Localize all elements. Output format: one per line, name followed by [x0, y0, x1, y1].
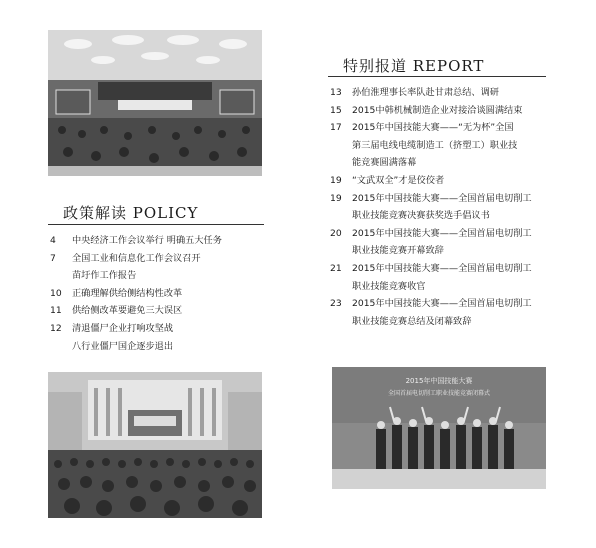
conference-hall-photo [48, 30, 262, 176]
toc-entry [50, 232, 270, 250]
toc-page-number: 10 [50, 287, 62, 299]
policy-rule [48, 224, 264, 225]
toc-entry [50, 302, 270, 320]
award-banner-line2: 全国首届电切削工职业技能竞赛闭幕式 [387, 390, 491, 397]
toc-page-number: 19 [330, 174, 342, 186]
award-banner-line1: 2015年中国技能大赛 [405, 377, 473, 385]
toc-entry-title: 职业技能竞赛开幕致辞 [352, 245, 444, 257]
toc-entry [50, 250, 270, 285]
assembly-building-photo [48, 372, 262, 518]
toc-entry-title: 2015年中国技能大赛——全国首届电切削工 [352, 298, 532, 310]
toc-page-number: 11 [50, 305, 62, 317]
toc-entry [50, 320, 270, 355]
toc-entry [330, 84, 570, 102]
report-rule [328, 76, 546, 77]
toc-entry-title: 全国工业和信息化工作会议召开 [72, 252, 201, 264]
toc-entry-title: 正确理解供给侧结构性改革 [72, 287, 183, 299]
policy-section-title: 政策解读 POLICY [63, 204, 199, 222]
toc-page-number: 7 [50, 252, 56, 264]
toc-entry-title: 2015年中国技能大赛——“无为杯”全国 [352, 122, 514, 134]
toc-entry-title: 2015年中国技能大赛——全国首届电切削工 [352, 227, 532, 239]
toc-entry-title: 八行业僵尸国企逐步退出 [72, 340, 174, 352]
toc-entry [330, 190, 570, 225]
toc-entry-title: 清退僵尸企业打响攻坚战 [72, 322, 174, 334]
toc-entry-title: 2015年中国技能大赛——全国首届电切削工 [352, 192, 532, 204]
toc-entry [330, 102, 570, 120]
toc-page-number: 23 [330, 298, 342, 310]
toc-entry-title: 2015中韩机械制造企业对接洽谈圆满结束 [352, 104, 523, 116]
toc-entry-title: 能竞赛圆满落幕 [352, 157, 417, 169]
toc-page-number: 20 [330, 227, 342, 239]
toc-entry-title: 苗圩作工作报告 [72, 270, 137, 282]
toc-page-number: 4 [50, 235, 56, 246]
toc-entry-title: 孙伯淮理事长率队赴甘肃总结、调研 [352, 87, 499, 98]
toc-entry-title: 供给侧改革要避免三大误区 [72, 305, 183, 317]
award-ceremony-photo [332, 367, 546, 489]
toc-entry-title: 职业技能竞赛收官 [352, 280, 426, 292]
report-toc-list [330, 84, 570, 330]
toc-page-number: 15 [330, 104, 342, 116]
toc-page-number: 17 [330, 122, 342, 134]
toc-entry [330, 295, 570, 330]
toc-entry-title: 2015年中国技能大赛——全国首届电切削工 [352, 262, 532, 274]
policy-toc-list [50, 232, 270, 355]
toc-entry-title: 第三届电线电缆制造工（挤塑工）职业技 [352, 139, 518, 151]
toc-page-number: 12 [50, 322, 62, 334]
toc-entry [330, 260, 570, 295]
toc-entry [50, 285, 270, 303]
toc-entry [330, 172, 570, 190]
toc-entry-title: 中央经济工作会议举行 明确五大任务 [72, 235, 222, 246]
toc-entry [330, 225, 570, 260]
toc-page-number: 21 [330, 262, 342, 274]
toc-entry-title: “文武双全”才是佼佼者 [352, 174, 445, 186]
toc-page-number: 19 [330, 192, 342, 204]
toc-entry-title: 职业技能竞赛总结及闭幕致辞 [352, 315, 472, 327]
report-section-title: 特别报道 REPORT [343, 57, 485, 75]
toc-entry [330, 119, 570, 172]
toc-page-number: 13 [330, 87, 342, 98]
toc-entry-title: 职业技能竞赛决赛获奖选手倡议书 [352, 210, 490, 222]
